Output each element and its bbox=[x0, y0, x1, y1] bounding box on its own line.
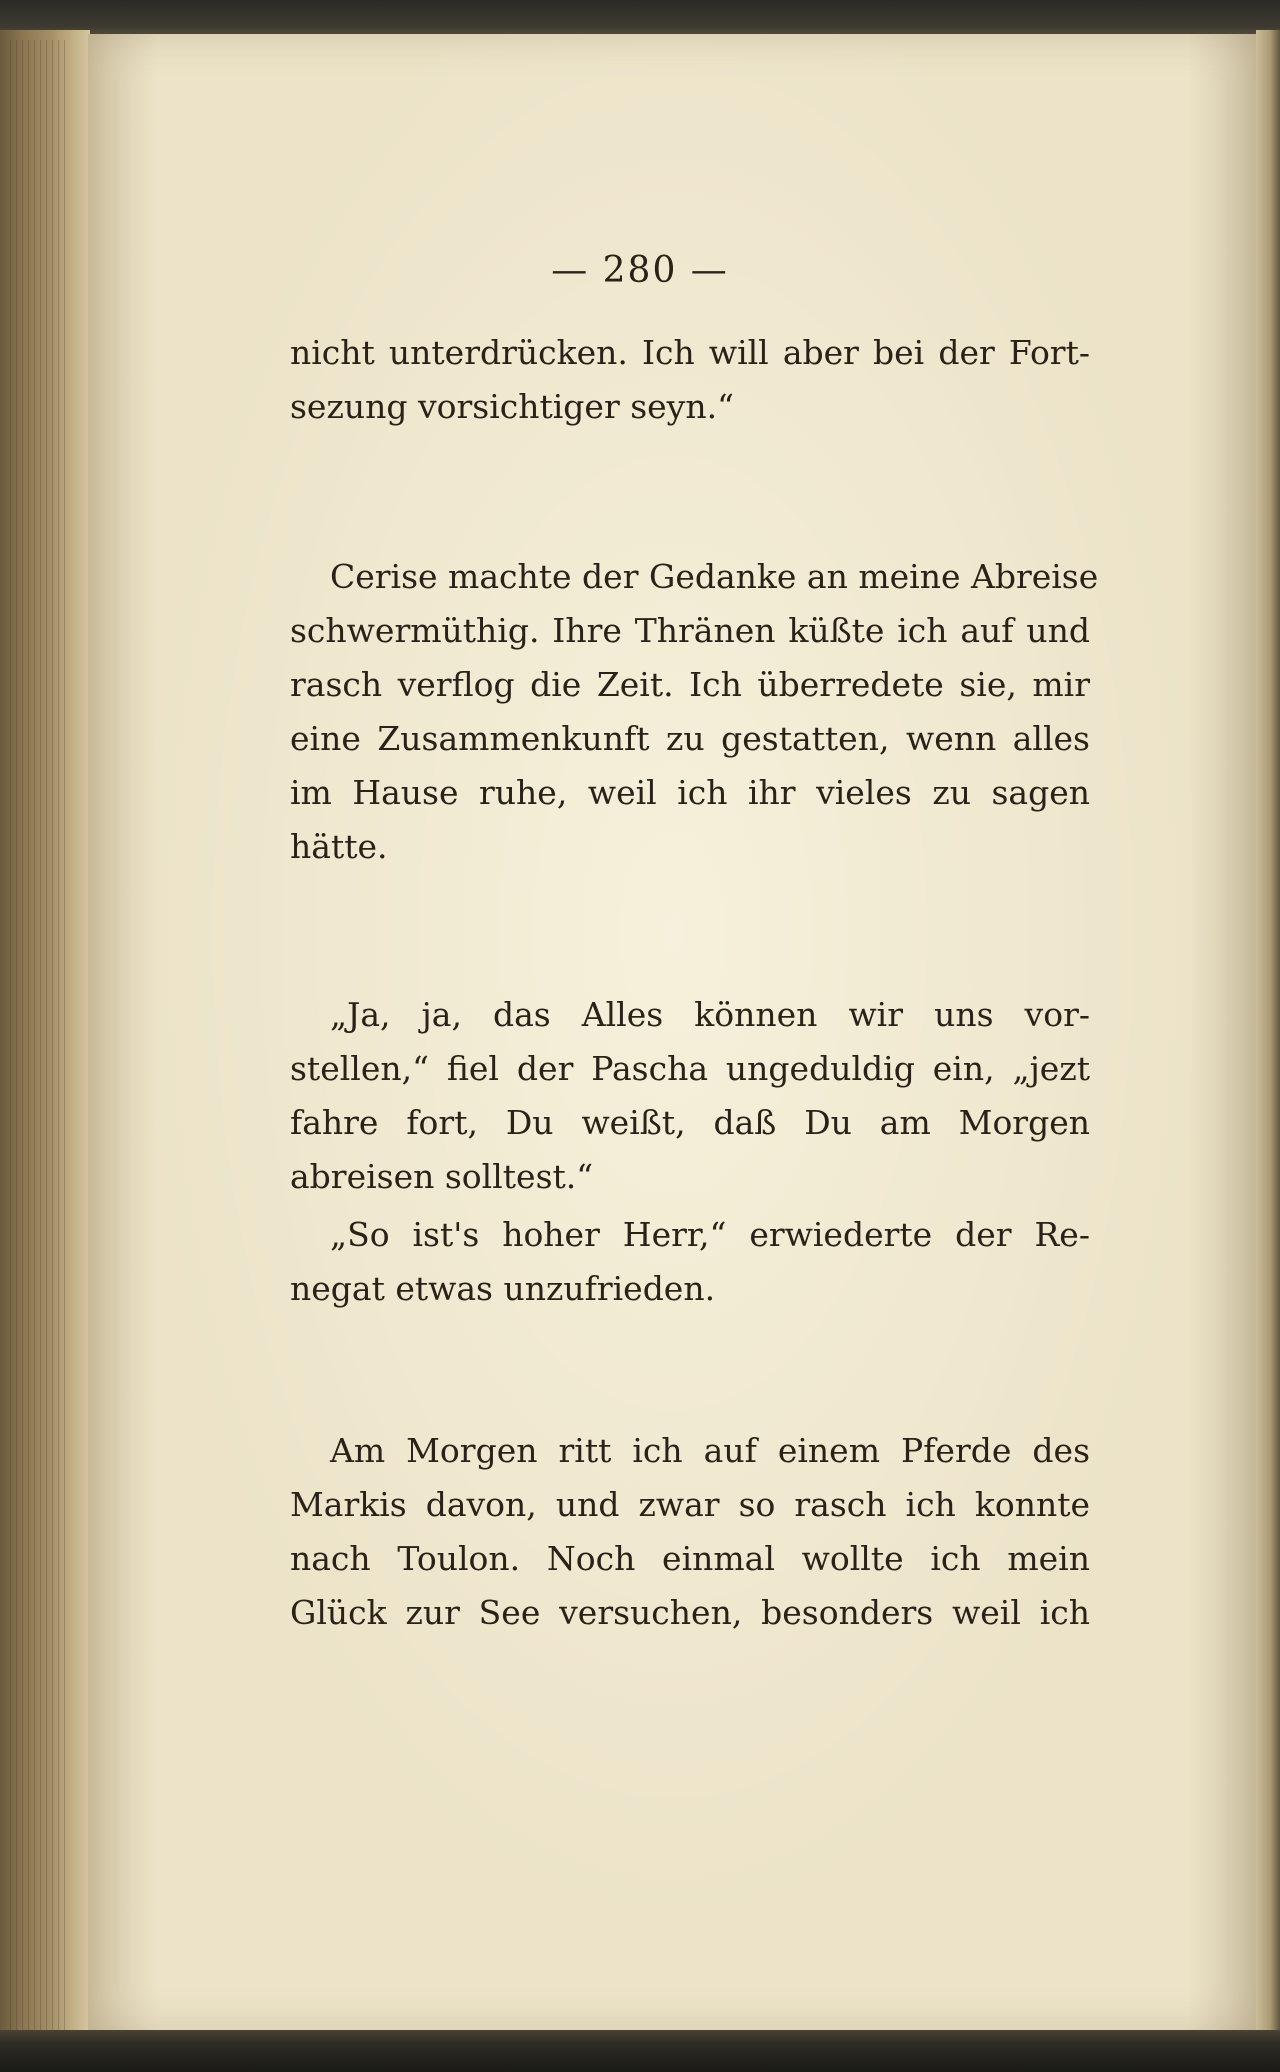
text-line: „So ist's hoher Herr,“ erwiederte der Re- bbox=[330, 1215, 1090, 1254]
scan-bottom-border bbox=[0, 2030, 1280, 2072]
paragraph-5 bbox=[290, 1424, 1090, 1640]
text-line: Markis davon, und zwar so rasch ich konnte bbox=[290, 1485, 1090, 1524]
paragraph-4 bbox=[290, 1208, 1090, 1316]
text-line: negat etwas unzufrieden. bbox=[290, 1269, 716, 1308]
text-line: nicht unterdrücken. Ich will aber bei der Fort- bbox=[290, 333, 1090, 372]
text-line: hätte. bbox=[290, 827, 388, 866]
paragraph-2 bbox=[290, 550, 1099, 874]
page-number: — 280 — bbox=[551, 250, 729, 291]
text-line: Glück zur See versuchen, besonders weil ich bbox=[290, 1593, 1090, 1632]
book-right-edge bbox=[1256, 30, 1280, 2040]
text-line: abreisen solltest.“ bbox=[290, 1157, 594, 1196]
text-line: Am Morgen ritt ich auf einem Pferde des bbox=[330, 1431, 1090, 1470]
text-line: stellen,“ fiel der Pascha ungeduldig ein, „jezt bbox=[290, 1049, 1090, 1088]
paragraph-1 bbox=[290, 326, 1090, 434]
text-line: rasch verflog die Zeit. Ich überredete sie, mir bbox=[290, 665, 1090, 704]
text-line: „Ja, ja, das Alles können wir uns vor- bbox=[330, 995, 1090, 1034]
text-line: nach Toulon. Noch einmal wollte ich mein bbox=[290, 1539, 1090, 1578]
text-line: schwermüthig. Ihre Thränen küßte ich auf und bbox=[290, 611, 1090, 650]
text-line: sezung vorsichtiger seyn.“ bbox=[290, 387, 734, 426]
text-line: im Hause ruhe, weil ich ihr vieles zu sagen bbox=[290, 773, 1090, 812]
scan-top-border bbox=[0, 0, 1280, 38]
book-page-edge-lines bbox=[10, 40, 70, 2030]
text-line: Cerise machte der Gedanke an meine Abreise bbox=[330, 557, 1099, 596]
paragraph-3 bbox=[290, 988, 1090, 1204]
text-line: fahre fort, Du weißt, daß Du am Morgen bbox=[290, 1103, 1090, 1142]
text-line: eine Zusammenkunft zu gestatten, wenn alles bbox=[290, 719, 1090, 758]
